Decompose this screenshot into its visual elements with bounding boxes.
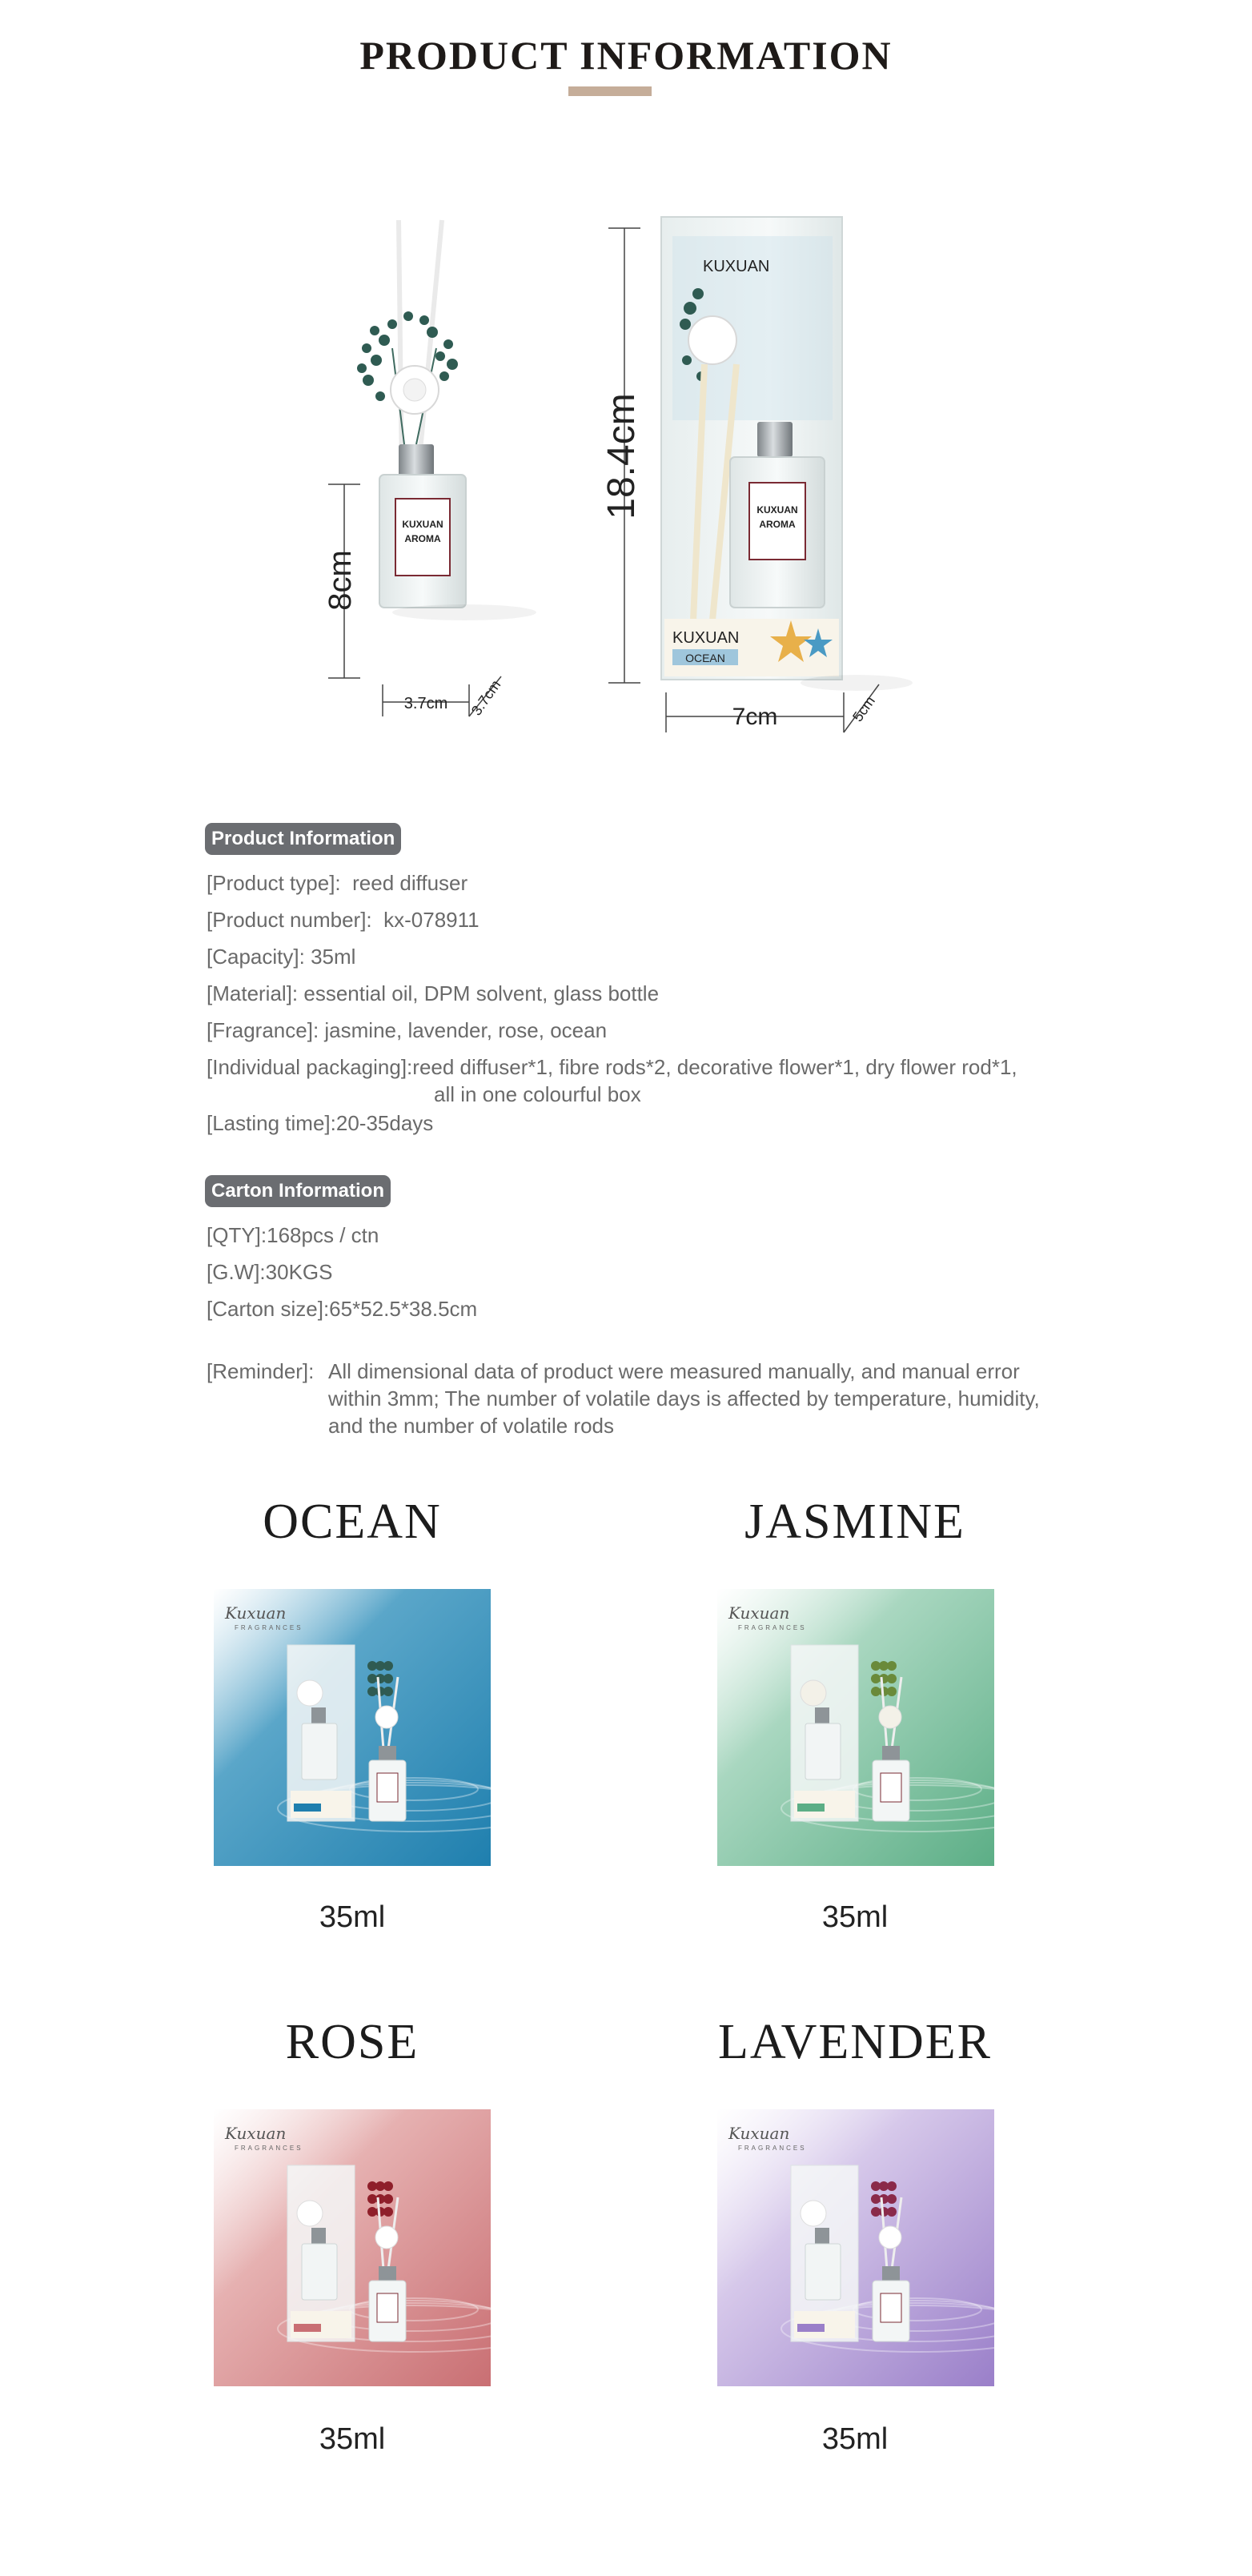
reminder-label: [Reminder]: — [207, 1359, 315, 1383]
fragrance-image-ocean — [214, 1589, 491, 1866]
fragrance-image-lavender — [717, 2109, 994, 2386]
box-height-label: 18.4cm — [600, 393, 643, 520]
carton-row-size: [Carton size]:65*52.5*38.5cm — [207, 1297, 478, 1321]
reminder-line-3: and the number of volatile rods — [328, 1414, 614, 1438]
fragrance-size-ocean: 35ml — [319, 1900, 386, 1934]
tile-flower — [375, 2226, 398, 2249]
bottle-height-label: 8cm — [323, 550, 358, 611]
reed-stick — [399, 220, 402, 476]
tile-brand-script: Kuxuan — [225, 1603, 287, 1623]
tile-brand-sub: FRAGRANCES — [235, 2145, 303, 2152]
carton-row-qty: [QTY]:168pcs / ctn — [207, 1223, 379, 1247]
reed-stick — [418, 220, 442, 476]
bottle-label-product: AROMA — [404, 533, 441, 544]
svg-text:AROMA: AROMA — [759, 519, 796, 530]
fragrance-name-ocean: OCEAN — [263, 1495, 442, 1549]
tile-brand-script: Kuxuan — [728, 2124, 790, 2143]
bottle-cap — [399, 444, 434, 476]
page-title: PRODUCT INFORMATION — [359, 33, 893, 78]
info-row-product-number: [Product number]: kx-078911 — [207, 908, 480, 932]
bottle-width-label: 3.7cm — [403, 695, 448, 712]
box-brand-top: KUXUAN — [703, 258, 770, 275]
fragrance-image-jasmine — [717, 1589, 994, 1866]
info-row-capacity: [Capacity]: 35ml — [207, 945, 356, 969]
tile-flower — [375, 1706, 398, 1728]
carton-info-heading: Carton Information — [205, 1175, 391, 1207]
info-row-material: [Material]: essential oil, DPM solvent, glass bottle — [207, 981, 660, 1005]
title-underline — [568, 86, 652, 96]
product-dimension-illustration — [312, 204, 937, 764]
info-row-lasting-time: [Lasting time]:20-35days — [207, 1111, 434, 1135]
info-row-individual-packaging-cont: all in one colourful box — [434, 1082, 641, 1106]
box-width-label: 7cm — [732, 704, 778, 730]
reminder-line-2: within 3mm; The number of volatile days is affected by temperature, humidity, — [328, 1386, 1040, 1410]
tile-brand-sub: FRAGRANCES — [738, 1624, 807, 1631]
carton-row-gw: [G.W]:30KGS — [207, 1260, 333, 1284]
reminder-line-1: All dimensional data of product were measured manually, and manual error — [328, 1359, 1020, 1383]
box-scent-label: OCEAN — [685, 652, 725, 664]
fragrance-name-jasmine: JASMINE — [744, 1495, 965, 1549]
product-info-heading: Product Information — [205, 823, 401, 855]
box-brand-bottom: KUXUAN — [672, 629, 740, 647]
box-depth-label: 5cm — [849, 692, 879, 725]
bottle-label-brand: KUXUAN — [402, 519, 443, 530]
bottle-depth-label: 3.7cm — [467, 676, 504, 719]
fragrance-name-lavender: LAVENDER — [717, 2015, 993, 2069]
tile-brand-script: Kuxuan — [728, 1603, 790, 1623]
tile-brand-sub: FRAGRANCES — [235, 1624, 303, 1631]
tile-brand-sub: FRAGRANCES — [738, 2145, 807, 2152]
info-row-product-type: [Product type]: reed diffuser — [207, 871, 468, 895]
fragrance-size-lavender: 35ml — [821, 2422, 889, 2456]
fragrance-size-jasmine: 35ml — [821, 1900, 889, 1934]
fragrance-name-rose: ROSE — [285, 2015, 419, 2069]
fragrance-size-rose: 35ml — [319, 2422, 386, 2456]
tile-flower — [879, 1706, 901, 1728]
tile-flower — [879, 2226, 901, 2249]
fragrance-image-rose — [214, 2109, 491, 2386]
tile-brand-script: Kuxuan — [225, 2124, 287, 2143]
info-row-fragrance: [Fragrance]: jasmine, lavender, rose, ocean — [207, 1018, 608, 1042]
info-row-individual-packaging: [Individual packaging]:reed diffuser*1, fibre rods*2, decorative flower*1, dry flower rod*1, — [207, 1055, 1017, 1079]
svg-text:KUXUAN: KUXUAN — [756, 504, 798, 516]
